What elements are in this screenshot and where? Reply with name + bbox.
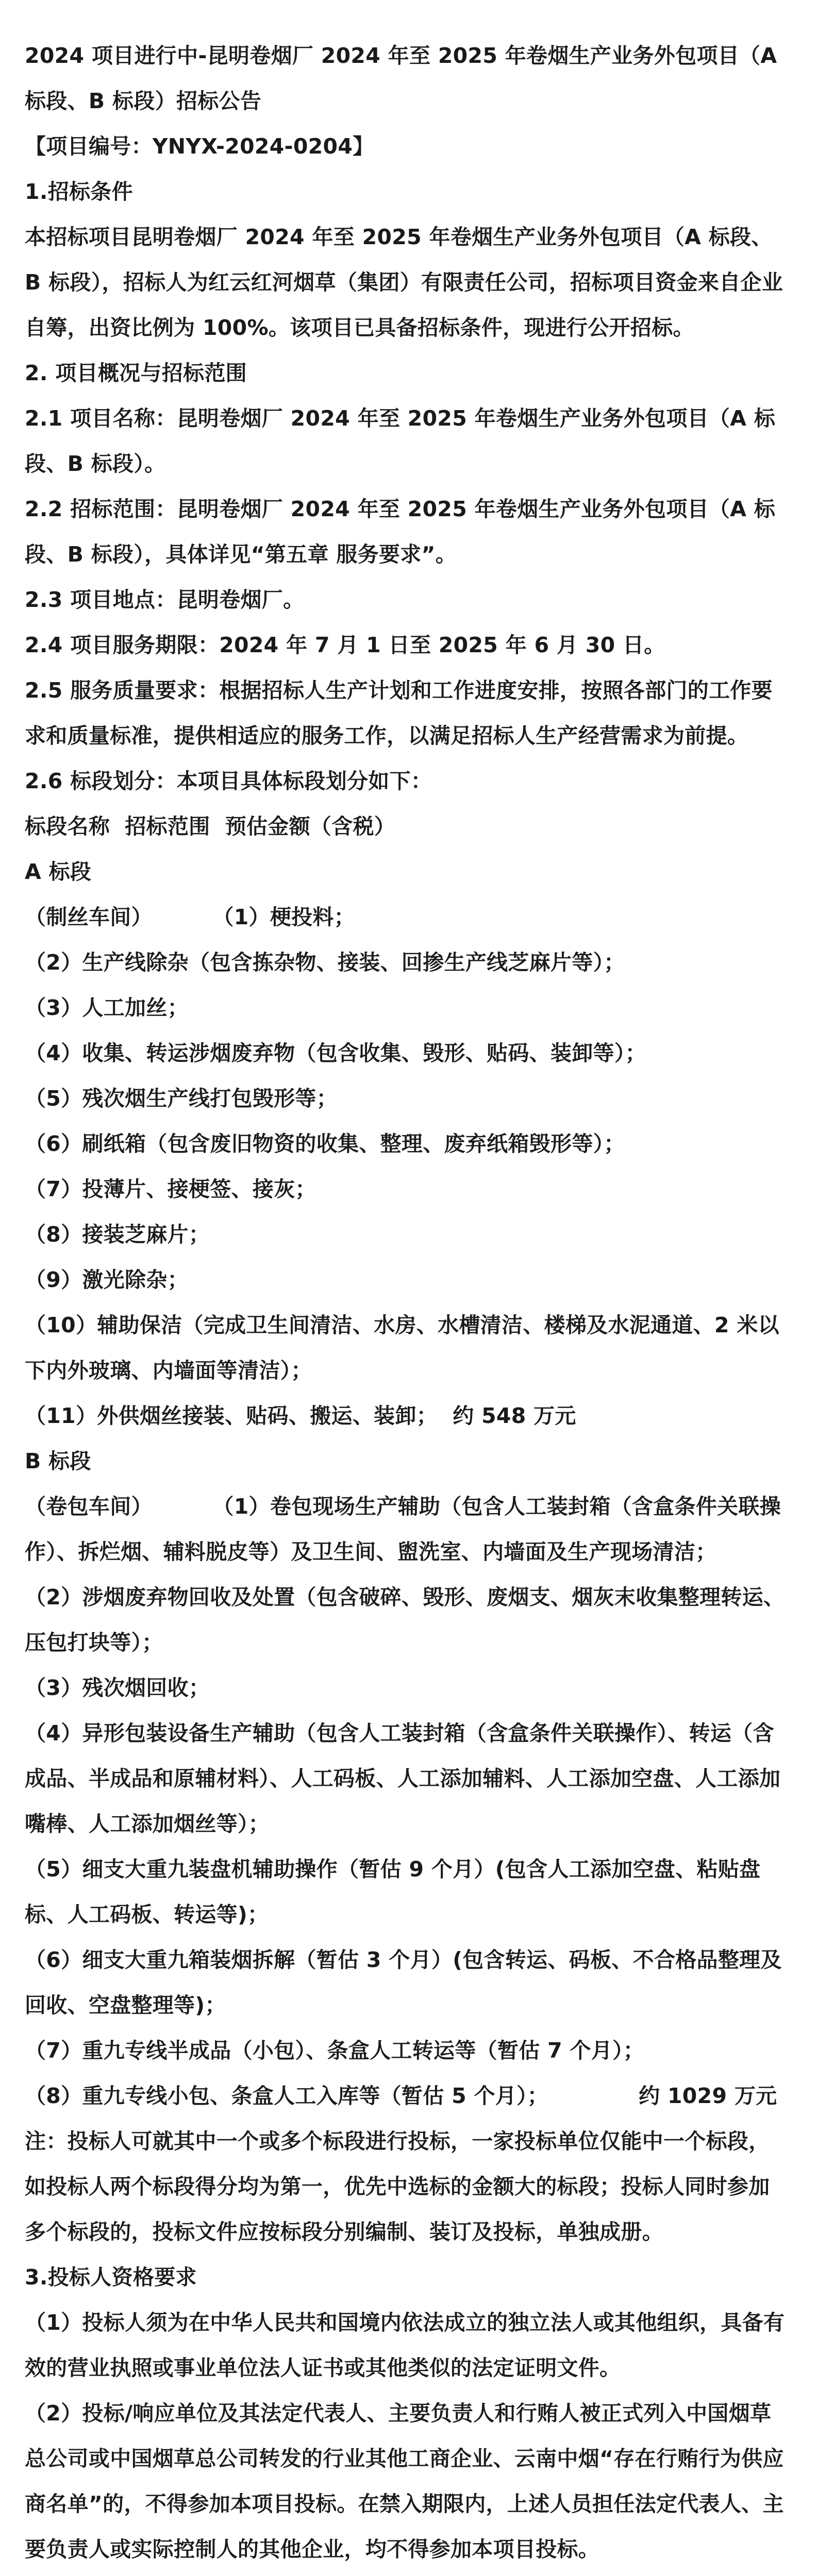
paragraph: （2）投标/响应单位及其法定代表人、主要负责人和行贿人被正式列入中国烟草总公司或中国烟草总公司转发的行业其他工商企业、云南中烟“存在行贿行为供应商名单”的，不得参加本项目投标。在禁入期限内，上述人员担任法定代表人、主要负责人或实际控制人的其他企业，均不得参加本项目投标。: [25, 2401, 784, 2562]
paragraph: 2.6 标段划分：本项目具体标段划分如下：: [25, 769, 432, 793]
paragraph: 【项目编号：YNYX-2024-0204】: [25, 134, 374, 159]
document-title: 2024 项目进行中-昆明卷烟厂 2024 年至 2025 年卷烟生产业务外包项目（A 标段、B 标段）招标公告: [25, 43, 784, 113]
paragraph: 2.2 招标范围：昆明卷烟厂 2024 年至 2025 年卷烟生产业务外包项目（A 标段、B 标段），具体详见“第五章 服务要求”。: [25, 497, 776, 567]
paragraph: 1.招标条件: [25, 179, 133, 204]
paragraph: （5）残次烟生产线打包毁形等； （6）刷纸箱（包含废旧物资的收集、整理、废弃纸箱毁形等）；: [25, 1086, 625, 1156]
paragraph: （2）生产线除杂（包含拣杂物、接装、回掺生产线芝麻片等）；: [25, 950, 625, 975]
paragraph: （卷包车间） （1）卷包现场生产辅助（包含人工装封箱（含盒条件关联操作）、拆烂烟、辅料脱皮等）及卫生间、盥洗室、内墙面及生产现场清洁；: [25, 1494, 781, 1564]
paragraph: 标段名称 招标范围 预估金额（含税）: [25, 814, 396, 839]
paragraph: 2. 项目概况与招标范围: [25, 361, 247, 385]
paragraph: 注：投标人可就其中一个或多个标段进行投标，一家投标单位仅能中一个标段，如投标人两个标段得分均为第一，优先中选标的金额大的标段；投标人同时参加多个标段的，投标文件应按标段分别编制、装订及投标，单独成册。: [25, 2129, 770, 2244]
paragraph: （8）重九专线小包、条盒人工入库等（暂估 5 个月）； 约 1029 万元: [25, 2083, 777, 2108]
paragraph: （9）激光除杂；: [25, 1267, 189, 1292]
paragraph: B 标段: [25, 1449, 91, 1473]
paragraph: [25, 2572, 785, 2576]
paragraph: （7）重九专线半成品（小包）、条盒人工转运等（暂估 7 个月）；: [25, 2038, 645, 2063]
paragraph: （1）投标人须为在中华人民共和国境内依法成立的独立法人或其他组织，具备有效的营业执照或事业单位法人证书或其他类似的法定证明文件。: [25, 2310, 785, 2380]
paragraph: （11）外供烟丝接装、贴码、搬运、装卸； 约 548 万元: [25, 1403, 576, 1428]
paragraph: （5）细支大重九装盘机辅助操作（暂估 9 个月）(包含人工添加空盘、粘贴盘标、人工码板、转运等)；: [25, 1857, 761, 1927]
paragraph: （2）涉烟废弃物回收及处置（包含破碎、毁形、废烟支、烟灰末收集整理转运、压包打块等）；: [25, 1585, 785, 1655]
paragraph: （8）接装芝麻片；: [25, 1222, 210, 1247]
paragraph: 3.投标人资格要求: [25, 2265, 197, 2290]
paragraph: 2.3 项目地点：昆明卷烟厂。: [25, 587, 305, 612]
paragraph: （7）投薄片、接梗签、接灰；: [25, 1177, 316, 1201]
paragraph: （制丝车间） （1）梗投料；: [25, 905, 356, 929]
paragraph: 本招标项目昆明卷烟厂 2024 年至 2025 年卷烟生产业务外包项目（A 标段、B 标段），招标人为红云红河烟草（集团）有限责任公司，招标项目资金来自企业自筹，出资比例为 100%。该项目已具备招标条件，现进行公开招标。: [25, 225, 783, 340]
paragraph: （4）收集、转运涉烟废弃物（包含收集、毁形、贴码、装卸等）；: [25, 1041, 647, 1065]
paragraph: （6）细支大重九箱装烟拆解（暂估 3 个月）(包含转运、码板、不合格品整理及回收、空盘整理等)；: [25, 1947, 782, 2018]
paragraph: A 标段: [25, 859, 92, 884]
paragraph: 2.5 服务质量要求：根据招标人生产计划和工作进度安排，按照各部门的工作要求和质量标准，提供相适应的服务工作，以满足招标人生产经营需求为前提。: [25, 678, 773, 748]
paragraph: 2.1 项目名称：昆明卷烟厂 2024 年至 2025 年卷烟生产业务外包项目（A 标段、B 标段）。: [25, 406, 776, 476]
paragraph: （4）异形包装设备生产辅助（包含人工装封箱（含盒条件关联操作）、转运（含成品、半成品和原辅材料）、人工码板、人工添加辅料、人工添加空盘、人工添加嘴棒、人工添加烟丝等）；: [25, 1721, 781, 1836]
paragraph: （3）人工加丝；: [25, 995, 189, 1020]
paragraph: （3）残次烟回收；: [25, 1675, 210, 1700]
paragraph: 2.4 项目服务期限：2024 年 7 月 1 日至 2025 年 6 月 30 日。: [25, 633, 665, 657]
paragraph: （10）辅助保洁（完成卫生间清洁、水房、水槽清洁、楼梯及水泥通道、2 米以下内外玻璃、内墙面等清洁）；: [25, 1313, 779, 1383]
